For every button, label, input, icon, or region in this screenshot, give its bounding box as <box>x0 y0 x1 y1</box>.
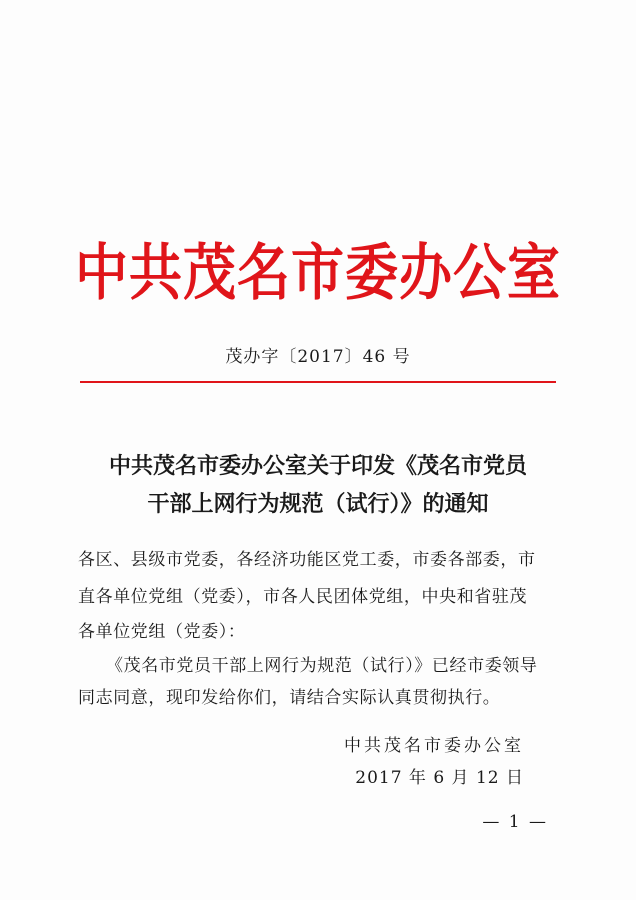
document-number: 茂办字〔2017〕46 号 <box>225 347 411 367</box>
body-paragraph-line-2: 同志同意，现印发给你们，请结合实际认真贯彻执行。 <box>78 688 501 708</box>
recipients-line-2: 直各单位党组（党委），市各人民团体党组，中央和省驻茂 <box>78 587 528 607</box>
recipients-line-1: 各区、县级市党委，各经济功能区党工委，市委各部委，市 <box>78 550 536 570</box>
issue-date: 2017 年 6 月 12 日 <box>355 768 524 788</box>
notice-title-line-1: 中共茂名市委办公室关于印发《茂名市党员 <box>108 454 527 479</box>
red-divider-line <box>80 381 556 383</box>
recipients-line-3: 各单位党组（党委）： <box>78 622 246 642</box>
masthead-title: 中共茂名市委办公室 <box>75 238 561 309</box>
page-number: — 1 — <box>482 812 548 832</box>
issuer-signature: 中共茂名市委办公室 <box>344 736 524 756</box>
body-paragraph-line-1: 《茂名市党员干部上网行为规范（试行）》已经市委领导 <box>106 656 538 676</box>
notice-title-line-2: 干部上网行为规范（试行）》的通知 <box>147 492 489 517</box>
